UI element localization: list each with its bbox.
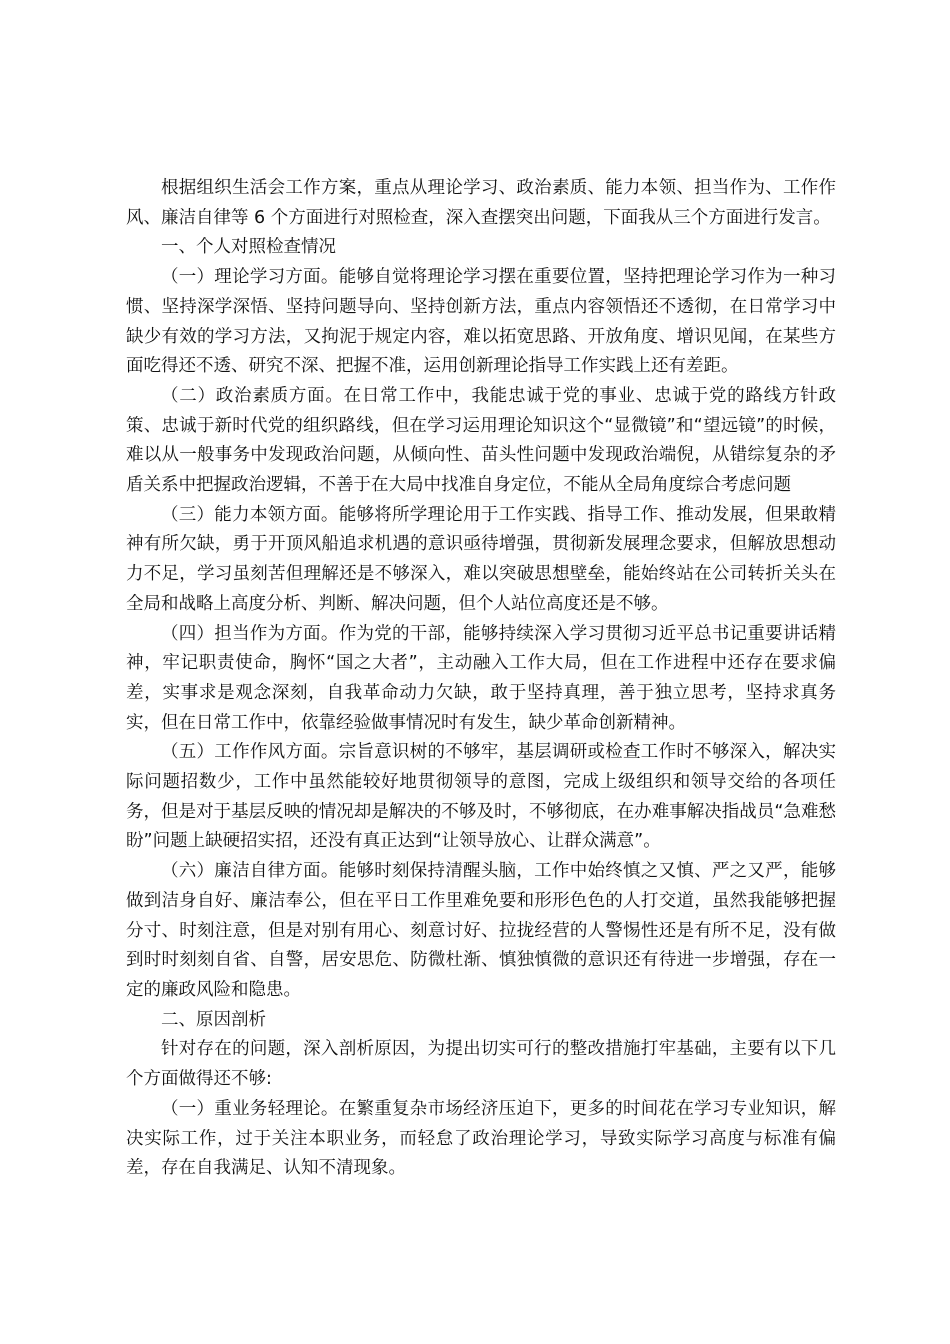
section-1-item-3: （三）能力本领方面。能够将所学理论用于工作实践、指导工作、推动发展，但果敢精神有所欠缺，勇于开顶风船追求机遇的意识亟待增强，贯彻新发展理念要求，但解放思想动力不足，学习虽刻苦但理解还是不够深入，难以突破思想壁垒，能始终站在公司转折关头在全局和战略上高度分析、判断、解决问题，但个人站位高度还是不够。 [126,504,836,614]
section-1-item-4: （四）担当作为方面。作为党的干部，能够持续深入学习贯彻习近平总书记重要讲话精神，牢记职责使命，胸怀“国之大者”，主动融入工作大局，但在工作进程中还存在要求偏差，实事求是观念深刻，自我革命动力欠缺，敢于坚持真理，善于独立思考，坚持求真务实，但在日常工作中，依靠经验做事情况时有发生，缺少革命创新精神。 [126,623,836,733]
section-2-item-1: （一）重业务轻理论。在繁重复杂市场经济压迫下，更多的时间花在学习专业知识，解决实际工作，过于关注本职业务，而轻怠了政治理论学习，导致实际学习高度与标准有偏差，存在自我满足、认知不清现象。 [126,1098,836,1179]
document-page [126,174,836,1184]
intro-paragraph: 根据组织生活会工作方案，重点从理论学习、政治素质、能力本领、担当作为、工作作风、廉洁自律等 6 个方面进行对照检查，深入查摆突出问题，下面我从三个方面进行发言。 [126,178,836,228]
section-1-item-1: （一）理论学习方面。能够自觉将理论学习摆在重要位置，坚持把理论学习作为一种习惯、坚持深学深悟、坚持问题导向、坚持创新方法，重点内容领悟还不透彻，在日常学习中缺少有效的学习方法，又拘泥于规定内容，难以拓宽思路、开放角度、增识见闻，在某些方面吃得还不透、研究不深、把握不准，运用创新理论指导工作实践上还有差距。 [126,267,836,377]
section-2-heading: 二、原因剖析 [161,1009,266,1030]
section-1-item-6: （六）廉洁自律方面。能够时刻保持清醒头脑，工作中始终慎之又慎、严之又严，能够做到洁身自好、廉洁奉公，但在平日工作里难免要和形形色色的人打交道，虽然我能够把握分寸、时刻注意，但是对别有用心、刻意讨好、拉拢经营的人警惕性还是有所不足，没有做到时时刻刻自省、自警，居安思危、防微杜渐、慎独慎微的意识还有待进一步增强，存在一定的廉政风险和隐患。 [126,861,836,1000]
section-1-heading: 一、个人对照检查情况 [161,237,336,258]
section-2-intro: 针对存在的问题，深入剖析原因，为提出切实可行的整改措施打牢基础，主要有以下几个方面做得还不够: [126,1039,836,1090]
section-1-item-5: （五）工作作风方面。宗旨意识树的不够牢，基层调研或检查工作时不够深入，解决实际问题招数少，工作中虽然能较好地贯彻领导的意图，完成上级组织和领导交给的各项任务，但是对于基层反映的情况却是解决的不够及时，不够彻底，在办难事解决指战员“急难愁盼”问题上缺硬招实招，还没有真正达到“让领导放心、让群众满意”。 [126,742,836,852]
section-1-item-2: （二）政治素质方面。在日常工作中，我能忠诚于党的事业、忠诚于党的路线方针政策、忠诚于新时代党的组织路线，但在学习运用理论知识这个“显微镜”和“望远镜”的时候，难以从一般事务中发现政治问题，从倾向性、苗头性问题中发现政治端倪，从错综复杂的矛盾关系中把握政治逻辑，不善于在大局中找准自身定位，不能从全局角度综合考虑问题 [126,385,836,496]
